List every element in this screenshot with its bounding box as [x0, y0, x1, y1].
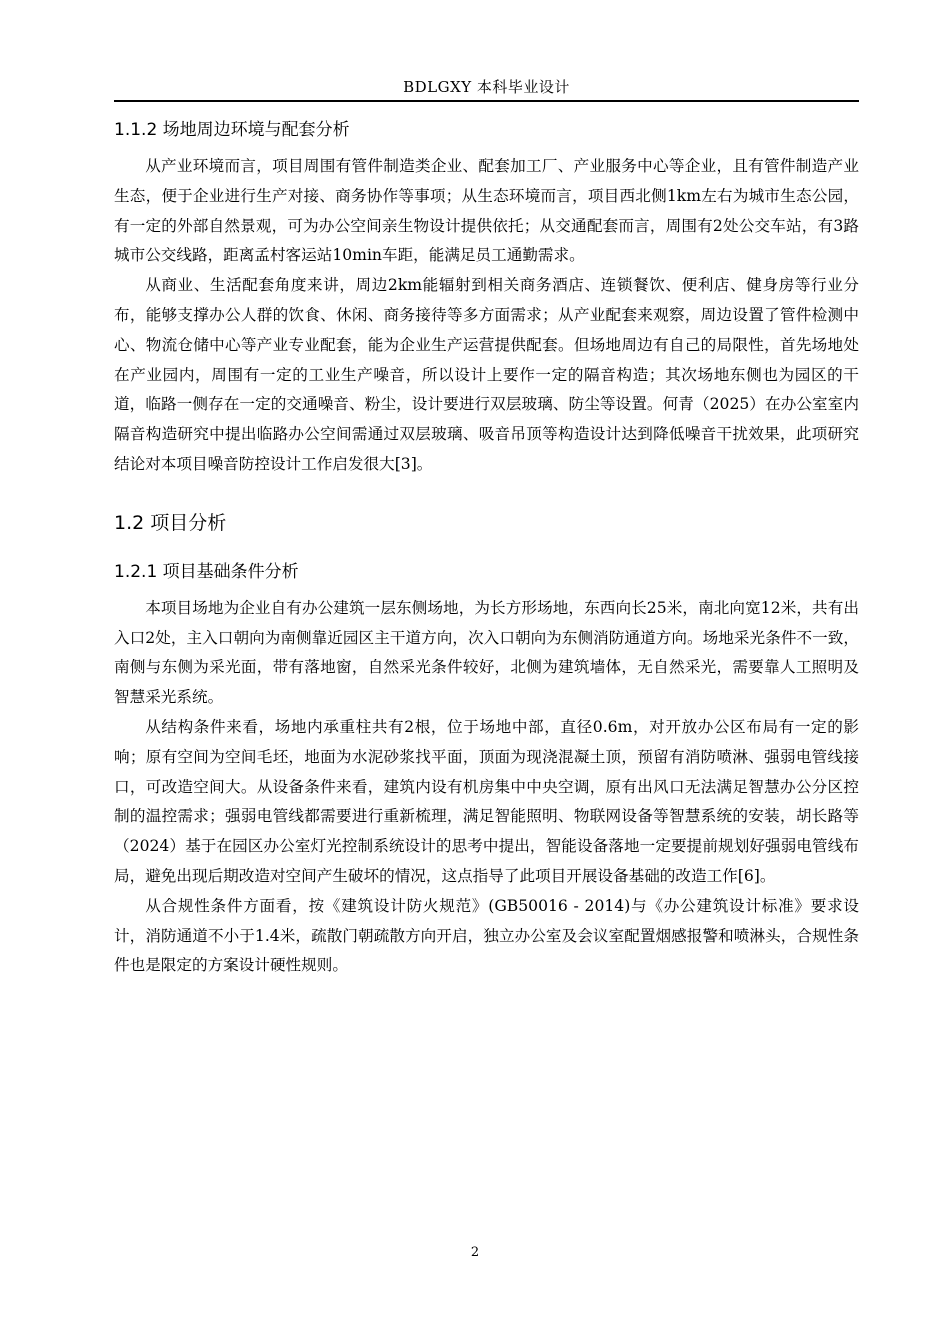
- paragraph: 从商业、生活配套角度来讲，周边2km能辐射到相关商务酒店、连锁餐饮、便利店、健身房等行业分布，能够支撑办公人群的饮食、休闲、商务接待等多方面需求；从产业配套来观察，周边设置了管件检测中心、物流仓储中心等产业专业配套，能为企业生产运营提供配套。但场地周边有自己的局限性，首先场地处在产业园内，周围有一定的工业生产噪音，所以设计上要作一定的隔音构造；其次场地东侧也为园区的干道，临路一侧存在一定的交通噪音、粉尘，设计要进行双层玻璃、防尘等设置。何青（2025）在办公室室内隔音构造研究中提出临路办公空间需通过双层玻璃、吸音吊顶等构造设计达到降低噪音干扰效果，此项研究结论对本项目噪音防控设计工作启发很大[3]。: [114, 276, 859, 473]
- paragraph: 从产业环境而言，项目周围有管件制造类企业、配套加工厂、产业服务中心等企业，且有管件制造产业生态，便于企业进行生产对接、商务协作等事项；从生态环境而言，项目西北侧1km左右为城市生态公园，有一定的外部自然景观，可为办公空间亲生物设计提供依托；从交通配套而言，周围有2处公交车站，有3路城市公交线路，距离孟村客运站10min车距，能满足员工通勤需求。: [114, 157, 859, 265]
- running-header: BDLGXY 本科毕业设计: [403, 78, 570, 96]
- section-heading-1-2-1: 1.2.1 项目基础条件分析: [114, 561, 299, 582]
- page-number: 2: [470, 1245, 480, 1260]
- paragraph: 本项目场地为企业自有办公建筑一层东侧场地，为长方形场地，东西向长25米，南北向宽12米，共有出入口2处，主入口朝向为南侧靠近园区主干道方向，次入口朝向为东侧消防通道方向。场地采光条件不一致，南侧与东侧为采光面，带有落地窗，自然采光条件较好，北侧为建筑墙体，无自然采光，需要靠人工照明及智慧采光系统。: [114, 598, 859, 707]
- paragraph: 从结构条件来看，场地内承重柱共有2根，位于场地中部，直径0.6m，对开放办公区布局有一定的影响；原有空间为空间毛坯，地面为水泥砂浆找平面，顶面为现浇混凝土顶，预留有消防喷淋、强弱电管线接口，可改造空间大。从设备条件来看，建筑内设有机房集中中央空调，原有出风口无法满足智慧办公分区控制的温控需求；强弱电管线都需要进行重新梳理，满足智能照明、物联网设备等智慧系统的安装，胡长路等（2024）基于在园区办公室灯光控制系统设计的思考中提出，智能设备落地一定要提前规划好强弱电管线布局，避免出现后期改造对空间产生破坏的情况，这点指导了此项目开展设备基础的改造工作[6]。: [114, 717, 859, 885]
- section-heading-1-2: 1.2 项目分析: [114, 511, 227, 534]
- document-body: [114, 116, 859, 981]
- paragraph: 从合规性条件方面看，按《建筑设计防火规范》(GB50016 - 2014)与《办公建筑设计标准》要求设计，消防通道不小于1.4米，疏散门朝疏散方向开启，独立办公室及会议室配置烟感报警和喷淋头，合规性条件也是限定的方案设计硬性规则。: [114, 896, 859, 975]
- header-divider: [114, 100, 859, 102]
- section-heading-1-1-2: 1.1.2 场地周边环境与配套分析: [114, 120, 350, 140]
